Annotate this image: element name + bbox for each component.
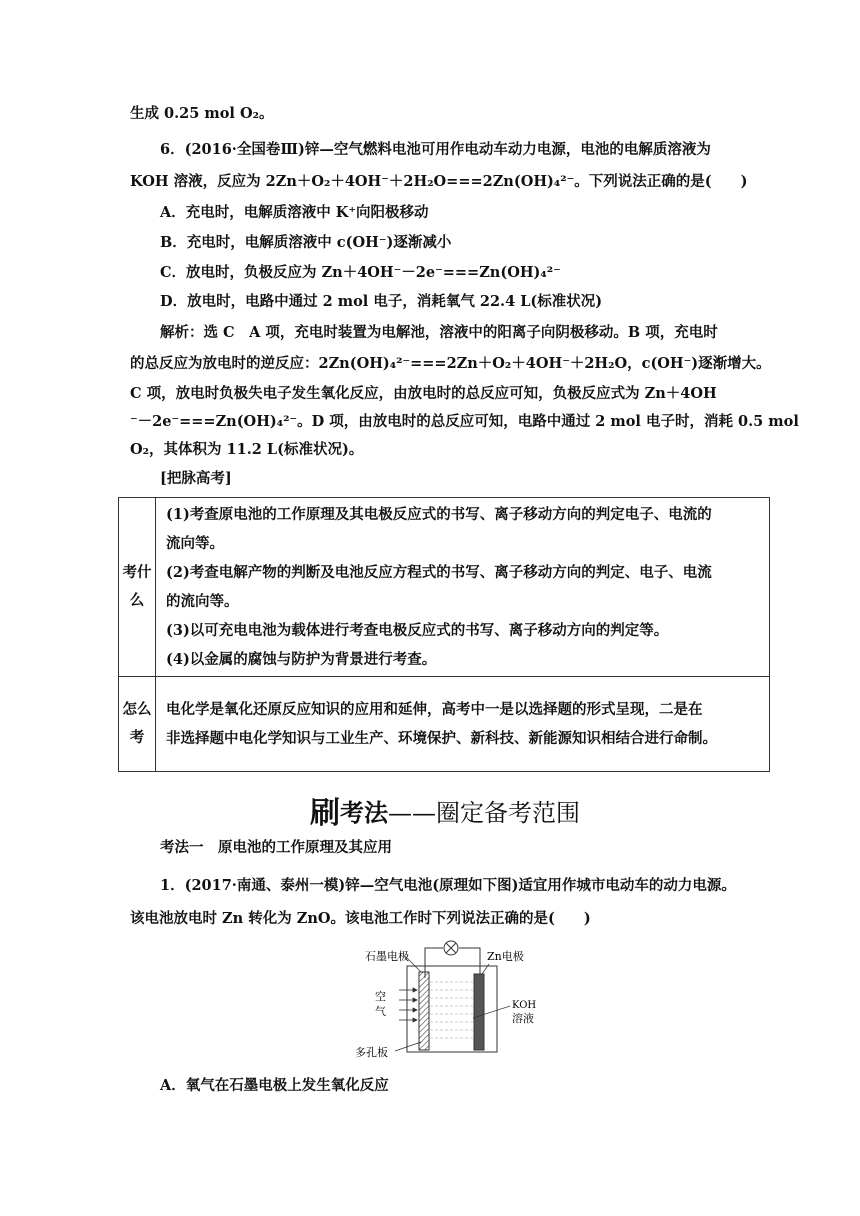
table-row <box>119 677 770 772</box>
zinc-air-battery-diagram <box>355 938 555 1060</box>
q6-analysis-line-3: C 项，放电时负极失电子发生氧化反应，由放电时的总反应可知，负极反应式为 Zn＋4OH <box>130 385 717 402</box>
air-arrows <box>399 988 417 1022</box>
q6-option-b: B．充电时，电解质溶液中 c(OH⁻)逐渐减小 <box>160 234 452 251</box>
leader-line <box>395 1042 421 1051</box>
banner-subtitle: ——圈定备考范围 <box>388 798 580 827</box>
q6-option-c: C．放电时，负极反应为 Zn＋4OH⁻－2e⁻===Zn(OH)₄²⁻ <box>160 264 561 281</box>
q1-option-a: A．氧气在石墨电极上发生氧化反应 <box>160 1077 389 1094</box>
q1-stem-line-1: 1．(2017·南通、泰州一模)锌—空气电池(原理如下图)适宜用作城市电动车的动力电源。 <box>160 877 736 894</box>
row-label-how: 怎么考 <box>119 677 156 772</box>
section-banner <box>310 790 580 830</box>
q6-option-a: A．充电时，电解质溶液中 K⁺向阳极移动 <box>160 204 429 221</box>
section-label: [把脉高考] <box>160 470 232 487</box>
solution-lines <box>430 982 473 1038</box>
q6-analysis-line-1: 解析：选 C A 项，充电时装置为电解池，溶液中的阳离子向阴极移动。B 项，充电时 <box>160 324 718 341</box>
q1-stem-line-2: 该电池放电时 Zn 转化为 ZnO。该电池工作时下列说法正确的是( ) <box>130 910 591 927</box>
row-label-what: 考什么 <box>119 498 156 677</box>
q6-analysis-line-5: O₂，其体积为 11.2 L(标准状况)。 <box>130 441 364 458</box>
banner-title: 考法 <box>340 797 388 827</box>
electrolyte-label-2: 溶液 <box>512 1012 534 1025</box>
left-electrode-label: 石墨电极 <box>365 950 409 963</box>
q6-analysis-line-2: 的总反应为放电时的逆反应：2Zn(OH)₄²⁻===2Zn＋O₂＋4OH⁻＋2H₂O，c(OH⁻)逐渐增大。 <box>130 355 771 372</box>
table-line: (1)考查原电池的工作原理及其电极反应式的书写、离子移动方向的判定电子、电流的 <box>166 506 712 523</box>
graphite-electrode <box>419 972 429 1050</box>
method-title: 考法一 原电池的工作原理及其应用 <box>160 839 392 856</box>
table-line: 电化学是氧化还原反应知识的应用和延伸，高考中一是以选择题的形式呈现，二是在 <box>166 701 703 718</box>
table-line: (3)以可充电电池为载体进行考查电极反应式的书写、离子移动方向的判定等。 <box>166 622 669 639</box>
table-line: 流向等。 <box>166 535 224 552</box>
table-line: 非选择题中电化学知识与工业生产、环境保护、新科技、新能源知识相结合进行命制。 <box>166 730 717 747</box>
q6-option-d: D．放电时，电路中通过 2 mol 电子，消耗氧气 22.4 L(标准状况) <box>160 293 603 310</box>
air-label-2: 气 <box>375 1005 386 1018</box>
air-label-1: 空 <box>375 990 386 1003</box>
porous-plate-label: 多孔板 <box>355 1046 388 1059</box>
electrolyte-label-1: KOH <box>512 1000 537 1011</box>
exam-analysis-table <box>118 497 770 772</box>
table-line: (2)考查电解产物的判断及电池反应方程式的书写、离子移动方向的判定、电子、电流 <box>166 564 712 581</box>
row-content-how <box>156 677 770 772</box>
q6-stem-line-2: KOH 溶液，反应为 2Zn＋O₂＋4OH⁻＋2H₂O===2Zn(OH)₄²⁻。下列说法正确的是( ) <box>130 173 748 190</box>
q5-tail-line: 生成 0.25 mol O₂。 <box>130 105 274 122</box>
bulb-icon <box>444 941 458 955</box>
table-line: 的流向等。 <box>166 593 239 610</box>
table-line: (4)以金属的腐蚀与防护为背景进行考查。 <box>166 651 437 668</box>
zinc-electrode <box>474 974 484 1050</box>
q6-stem-line-1: 6．(2016·全国卷Ⅲ)锌—空气燃料电池可用作电动车动力电源，电池的电解质溶液为 <box>160 141 711 158</box>
row-content-what <box>156 498 770 677</box>
banner-big-char: 刷 <box>310 796 340 831</box>
table-row <box>119 498 770 677</box>
q6-analysis-line-4: ⁻－2e⁻===Zn(OH)₄²⁻。D 项，由放电时的总反应可知，电路中通过 2 mol 电子时，消耗 0.5 mol <box>130 413 799 430</box>
right-electrode-label: Zn电极 <box>487 950 524 963</box>
